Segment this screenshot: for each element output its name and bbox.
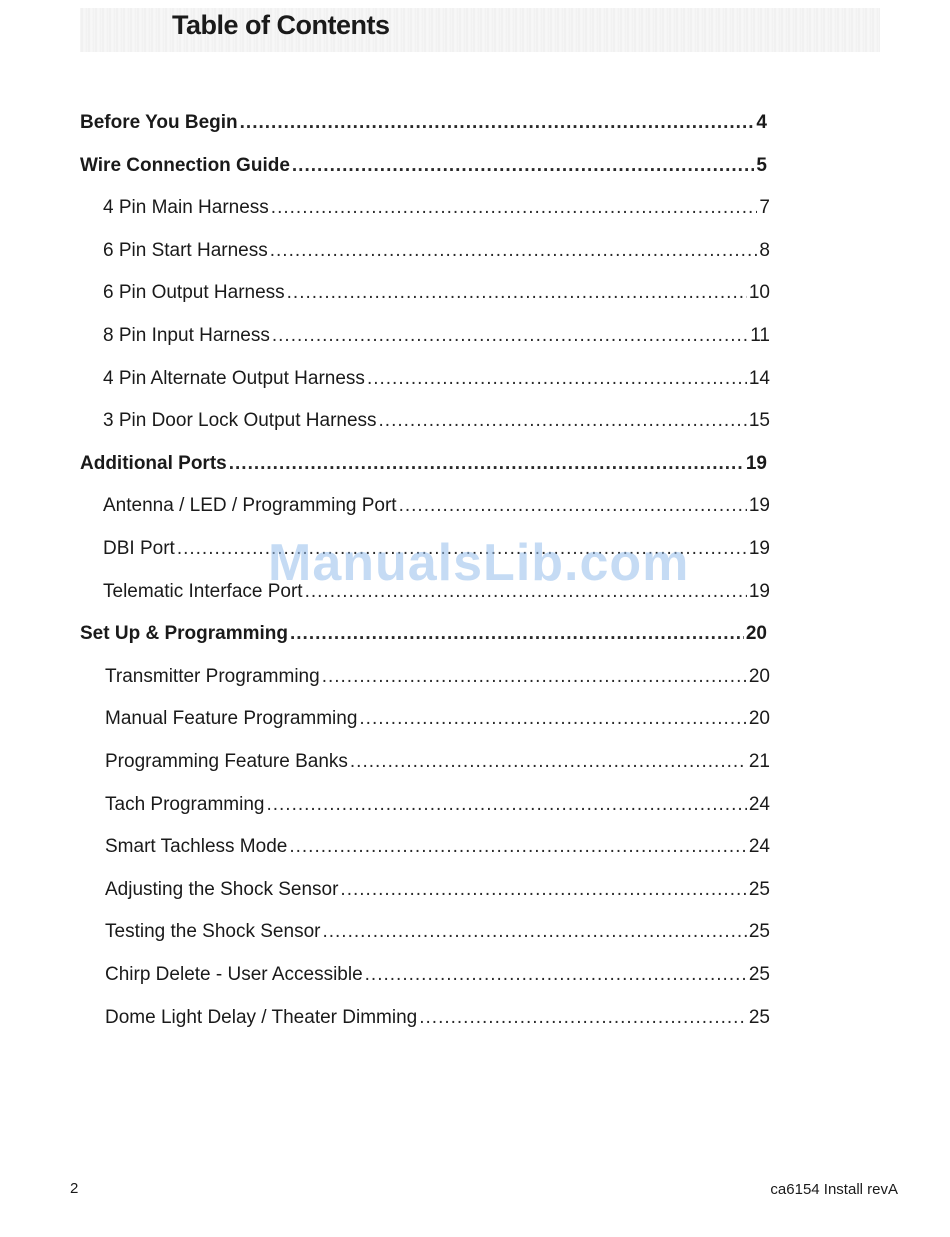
page-title: Table of Contents [172, 10, 390, 40]
toc-dot-leader [292, 155, 755, 177]
toc-entry[interactable] [80, 155, 767, 191]
toc-entry-page: 25 [748, 878, 770, 900]
toc-entry-page: 19 [745, 452, 767, 474]
toc-dot-leader [419, 1007, 747, 1029]
toc-entry[interactable] [80, 708, 770, 744]
toc-entry[interactable] [80, 1007, 770, 1043]
toc-dot-leader [399, 495, 747, 517]
watermark: ManualsLib.com [268, 534, 690, 592]
toc-entry-label: Before You Begin [80, 112, 238, 133]
toc-dot-leader [266, 794, 746, 816]
toc-entry-label: Additional Ports [80, 452, 227, 474]
toc-entry[interactable] [80, 240, 770, 276]
toc-dot-leader [359, 708, 746, 730]
toc-entry[interactable] [80, 623, 767, 659]
toc-entry[interactable] [80, 282, 770, 318]
toc-entry[interactable] [80, 325, 770, 361]
toc-entry-label: Programming Feature Banks [105, 751, 348, 772]
toc-entry-page: 20 [745, 623, 767, 645]
toc-dot-leader [322, 666, 747, 688]
toc-dot-leader [365, 964, 747, 986]
toc-entry-label: 3 Pin Door Lock Output Harness [103, 410, 377, 432]
toc-entry-label: Tach Programming [105, 793, 265, 815]
toc-dot-leader [272, 325, 748, 347]
toc-entry-label: Antenna / LED / Programming Port [103, 495, 397, 517]
toc-entry[interactable] [80, 197, 770, 233]
toc-entry[interactable] [80, 453, 767, 489]
toc-entry-page: 21 [748, 751, 770, 772]
toc-entry-label: 6 Pin Output Harness [103, 282, 285, 304]
toc-dot-leader [379, 410, 747, 432]
toc-entry-page: 5 [756, 154, 767, 176]
toc-dot-leader [340, 879, 746, 901]
toc-entry[interactable] [80, 666, 770, 702]
toc-entry[interactable] [80, 879, 770, 915]
toc-entry[interactable] [80, 751, 770, 787]
toc-entry-page: 19 [748, 495, 770, 517]
toc-entry[interactable] [80, 794, 770, 830]
toc-entry-label: Chirp Delete - User Accessible [105, 964, 363, 985]
toc-dot-leader [270, 240, 758, 262]
toc-entry-page: 19 [748, 580, 770, 602]
toc-entry-label: Manual Feature Programming [105, 708, 358, 730]
toc-entry-page: 4 [756, 112, 767, 133]
toc-dot-leader [289, 836, 747, 858]
toc-entry-label: DBI Port [103, 538, 175, 559]
toc-dot-leader [322, 921, 746, 943]
toc-entry-label: Telematic Interface Port [103, 580, 303, 602]
toc-dot-leader [271, 197, 758, 219]
toc-entry-label: Wire Connection Guide [80, 154, 290, 176]
toc-entry-page: 24 [748, 793, 770, 815]
toc-entry[interactable] [80, 368, 770, 404]
toc-entry-label: Smart Tachless Mode [105, 836, 288, 858]
toc-entry[interactable] [80, 921, 770, 957]
toc-entry[interactable] [80, 410, 770, 446]
toc-dot-leader [287, 282, 747, 304]
toc-entry[interactable] [80, 495, 770, 531]
toc-dot-leader [290, 623, 744, 645]
toc-entry-label: 6 Pin Start Harness [103, 239, 268, 261]
toc-dot-leader [240, 112, 755, 134]
footer-doc-id: ca6154 Install revA [770, 1181, 898, 1198]
toc-entry-page: 24 [748, 836, 770, 858]
toc-entry-page: 25 [748, 964, 770, 985]
toc-entry-page: 8 [759, 239, 770, 261]
toc-entry-page: 25 [748, 921, 770, 943]
toc-dot-leader [367, 368, 747, 390]
toc-entry-label: Adjusting the Shock Sensor [105, 878, 339, 900]
footer-page-number: 2 [70, 1180, 79, 1197]
toc-entry-page: 10 [748, 282, 770, 304]
toc-entry-page: 20 [748, 665, 770, 687]
toc-entry-page: 19 [748, 538, 770, 559]
toc-dot-leader [350, 751, 747, 773]
toc-entry[interactable] [80, 964, 770, 1000]
toc-entry-page: 11 [750, 325, 770, 346]
toc-entry-page: 14 [748, 367, 770, 389]
toc-entry-label: 4 Pin Main Harness [103, 197, 269, 219]
toc-entry-label: Set Up & Programming [80, 623, 288, 645]
toc-entry-label: Transmitter Programming [105, 665, 320, 687]
toc-entry-page: 25 [748, 1006, 770, 1028]
toc-entry-label: 8 Pin Input Harness [103, 325, 270, 346]
toc-entry-label: Testing the Shock Sensor [105, 921, 321, 943]
toc-dot-leader [229, 453, 744, 475]
toc-entry[interactable] [80, 112, 767, 148]
toc-entry[interactable] [80, 836, 770, 872]
toc-entry-page: 7 [759, 197, 770, 219]
toc-entry-page: 20 [748, 708, 770, 730]
toc-entry-label: Dome Light Delay / Theater Dimming [105, 1006, 418, 1028]
toc-entry-page: 15 [748, 410, 770, 432]
toc-entry-label: 4 Pin Alternate Output Harness [103, 367, 365, 389]
